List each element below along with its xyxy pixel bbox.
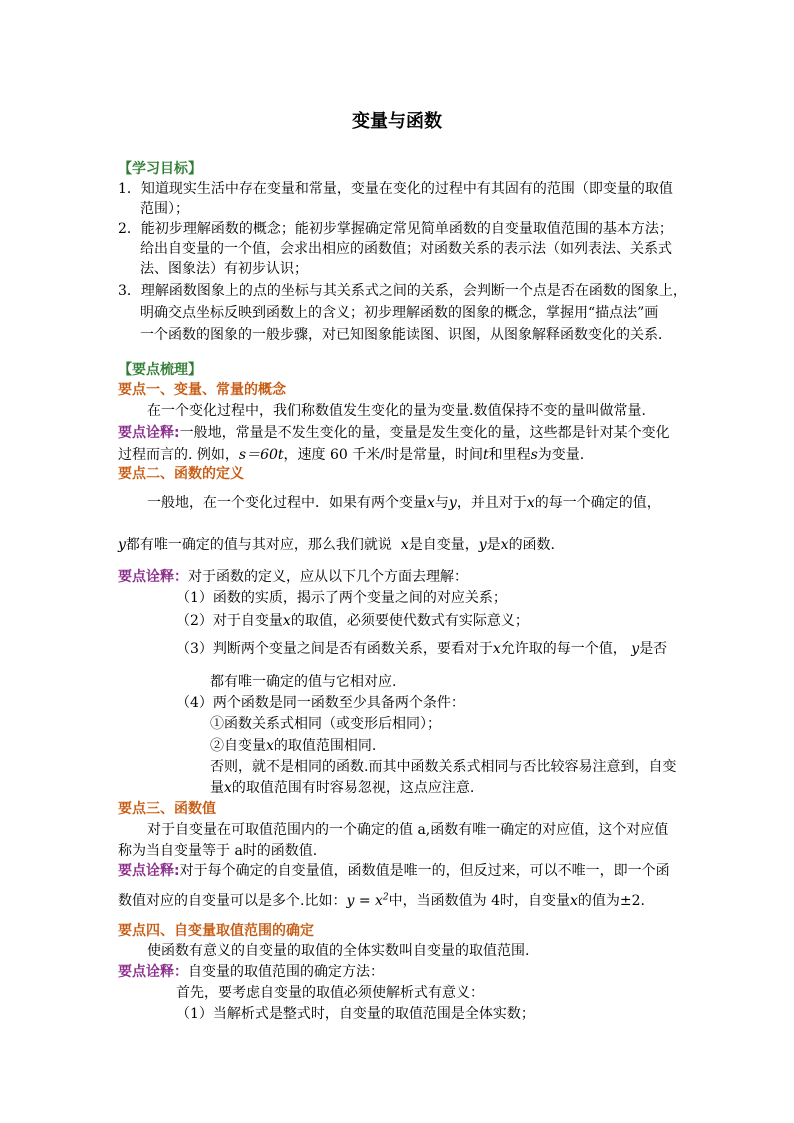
note-label: 要点诠释: <box>118 425 180 441</box>
note-text: ②自变量 <box>210 738 266 754</box>
keypoint-3-heading: 要点三、函数值 <box>118 801 216 817</box>
goal-line-3: 2．能初步理解函数的概念；能初步掌握确定常见简单函数的自变量取值范围的基本方法； <box>118 221 673 237</box>
keypoint-3-note-line-1 <box>118 862 670 880</box>
section-heading-goals: 【学习目标】 <box>118 161 202 177</box>
keypoint-2-note-intro <box>118 568 468 586</box>
variable-y: y <box>631 641 640 657</box>
keypoint-1-heading: 要点一、变量、常量的概念 <box>118 382 286 398</box>
note-label: 要点诠释: <box>118 863 180 879</box>
note-text: 是否 <box>639 641 668 657</box>
note-text: （3）判断两个变量之间是否有函数关系，要看对于 <box>176 641 493 657</box>
note-text: 量 <box>210 780 224 796</box>
note-text: 自变量的取值范围的确定方法： <box>188 964 384 980</box>
keypoint-2-heading: 要点二、函数的定义 <box>118 466 244 482</box>
note-label: 要点诠释： <box>118 964 188 980</box>
keypoint-2-note-item-3-cont: 都有唯一确定的值与它相对应. <box>210 674 397 690</box>
keypoint-2-definition-line-2 <box>118 536 555 554</box>
note-text: 一般地，常量是不发生变化的量，变量是发生变化的量，这些都是针对某个变化 <box>179 425 670 441</box>
keypoint-2-note-item-4a: ①函数关系式相同（或变形后相同）； <box>210 716 441 732</box>
goal-line-5: 法、图象法）有初步认识； <box>140 261 308 277</box>
keypoint-2-note-item-4: （4）两个函数是同一函数至少具备两个条件： <box>176 695 465 711</box>
variable-x: x <box>492 641 501 657</box>
keypoint-2-note-item-4b <box>210 737 376 755</box>
formula-exponent: 2 <box>382 892 389 903</box>
goal-line-6: 3．理解函数图象上的点的坐标与其关系式之间的关系，会判断一个点是否在函数的图象上， <box>118 283 687 299</box>
note-text: 的取值范围相同. <box>273 738 377 754</box>
keypoint-4-note-line-3: （1）当解析式是整式时，自变量的取值范围是全体实数； <box>176 1006 535 1022</box>
keypoint-3-body-line-1: 对于自变量在可取值范围内的一个确定的值 a,函数有唯一确定的对应值，这个对应值 <box>147 822 669 838</box>
keypoint-2-note-item-2 <box>176 612 529 630</box>
formula-base: y = x <box>346 893 383 909</box>
keypoint-4-note-line-2: 首先，要考虑自变量的取值必须使解析式有意义： <box>176 985 484 1001</box>
def-text: 一般地，在一个变化过程中．如果有两个变量 <box>147 495 427 511</box>
keypoint-1-note-line-2 <box>118 446 584 464</box>
keypoint-2-definition-line-1 <box>147 494 661 512</box>
formula: s＝60t <box>238 447 284 463</box>
variable-y: y <box>448 495 457 511</box>
variable-y: y <box>118 537 126 553</box>
note-text: 的取值，必须要使代数式有实际意义； <box>290 613 529 629</box>
variable-y: y <box>478 537 487 553</box>
keypoint-1-body: 在一个变化过程中，我们称数值发生变化的量为变量.数值保持不变的量叫做常量. <box>147 403 646 419</box>
note-text: 数值对应的自变量可以是多个.比如： <box>118 893 347 909</box>
note-text: 的值为±2. <box>577 893 645 909</box>
variable-x: x <box>266 738 274 754</box>
def-text: 是 <box>486 537 501 553</box>
goal-line-1: 1．知道现实生活中存在变量和常量，变量在变化的过程中有其固有的范围（即变量的取值 <box>118 181 673 197</box>
keypoint-4-heading: 要点四、自变量取值范围的确定 <box>118 923 314 939</box>
def-text: 是自变量， <box>408 537 479 553</box>
variable-x: x <box>282 613 291 629</box>
goal-line-2: 范围）； <box>140 201 189 217</box>
variable-x: x <box>224 780 232 796</box>
keypoint-2-note-item-3 <box>176 640 667 658</box>
goal-line-4: 给出自变量的一个值，会求出相应的函数值；对函数关系的表示法（如列表法、关系式 <box>140 241 672 257</box>
keypoint-1-note-line-1 <box>118 424 670 442</box>
note-text: （2）对于自变量 <box>176 613 283 629</box>
note-text: ，速度 60 千米/时是常量，时间 <box>283 447 483 463</box>
goal-line-7: 明确交点坐标反映到函数上的含义；初步理解函数的图象的概念，掌握用“描点法”画 <box>140 305 659 321</box>
page-title: 变量与函数 <box>352 111 442 132</box>
variable-x: x <box>500 537 509 553</box>
goal-line-8: 一个函数的图象的一般步骤，对已知图象能读图、识图，从图象解释函数变化的关系． <box>140 327 672 343</box>
keypoint-3-note-line-2 <box>118 892 645 910</box>
variable-x: x <box>526 495 535 511</box>
variable-s: s <box>530 447 538 463</box>
def-text: 与 <box>434 495 449 511</box>
note-text: 对于每个确定的自变量值，函数值是唯一的，但反过来，可以不唯一，即一个函 <box>179 863 670 879</box>
note-label: 要点诠释： <box>118 569 188 585</box>
formula <box>346 893 388 909</box>
keypoint-2-note-item-4c: 否则，就不是相同的函数.而其中函数关系式相同与否比较容易注意到，自变 <box>210 759 677 775</box>
note-text: 对于函数的定义，应从以下几个方面去理解： <box>188 569 468 585</box>
variable-x: x <box>569 893 578 909</box>
variable-x: x <box>427 495 435 511</box>
section-heading-points: 【要点梳理】 <box>118 362 202 378</box>
keypoint-3-body-line-2: 称为当自变量等于 a时的函数值. <box>118 843 318 859</box>
note-text: 和里程 <box>488 447 531 463</box>
note-text: 为变量. <box>537 447 585 463</box>
keypoint-4-body: 使函数有意义的自变量的取值的全体实数叫自变量的取值范围. <box>147 943 530 959</box>
def-text: 的函数. <box>508 537 556 553</box>
variable-t: t <box>482 447 489 463</box>
def-text: 的每一个确定的值， <box>534 495 661 511</box>
note-text: 的取值范围有时容易忽视，这点应注意. <box>231 780 475 796</box>
note-text: 允许取的每一个值， <box>500 641 627 657</box>
def-text: 都有唯一确定的值与其对应，那么我们就说 <box>125 537 392 553</box>
def-text: ，并且对于 <box>456 495 527 511</box>
keypoint-4-note-line-1 <box>118 963 384 981</box>
variable-x: x <box>400 537 409 553</box>
note-text: 过程而言的. 例如， <box>118 447 239 463</box>
keypoint-2-note-item-4d <box>210 779 474 797</box>
keypoint-2-note-item-1: （1）函数的实质，揭示了两个变量之间的对应关系； <box>176 590 507 606</box>
note-text: 中，当函数值为 4时，自变量 <box>388 893 570 909</box>
